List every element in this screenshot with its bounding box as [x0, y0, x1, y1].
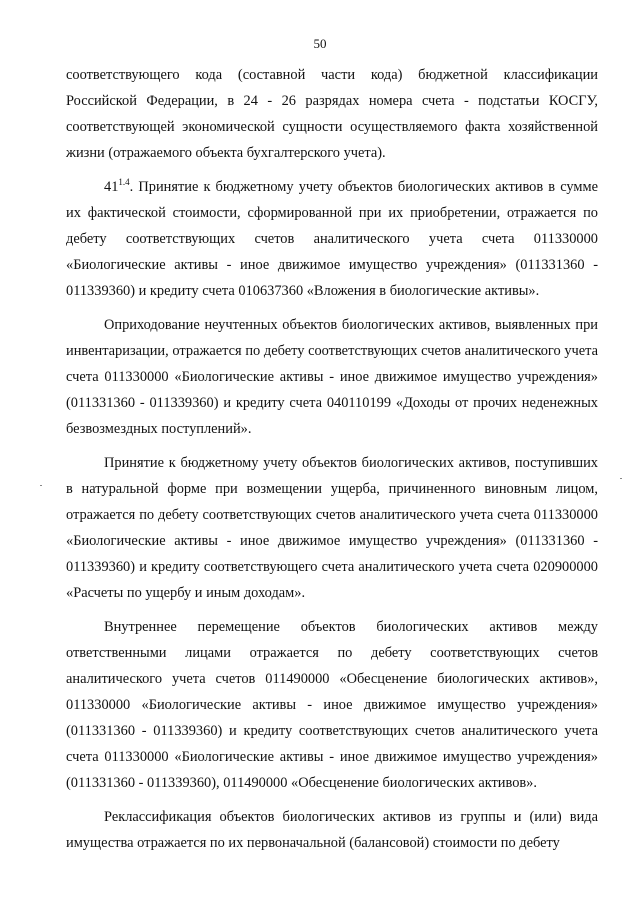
paragraph-damage-compensation: Принятие к бюджетному учету объектов биологических активов, поступивших в натуральной форме при возмещении ущерба, причиненного виновным лицом, отражается по дебету соответствующих счетов аналитического учета счета 011330000 «Биологические активы - иное движимое имущество учреждения» (011331360 - 011339360) и кредиту соответствующего счета аналитического учета счета 020900000 «Расчеты по ущербу и иным доходам».	[66, 455, 598, 601]
scan-artifact	[40, 485, 42, 486]
paragraph-internal-transfer: Внутреннее перемещение объектов биологических активов между ответственными лицами отражается по дебету соответствующих счетов аналитического учета счетов 011490000 «Обесценение биологических активов», 011330000 «Биологические активы - иное движимое имущество учреждения» (011331360 - 011339360) и кредиту соответствующих счетов аналитического учета счета 011330000 «Биологические активы - иное движимое имущество учреждения» (011331360 - 011339360), 011490000 «Обесценение биологических активов».	[66, 619, 598, 791]
paragraph-reclassification: Реклассификация объектов биологических активов из группы и (или) вида имущества отражается по их первоначальной (балансовой) стоимости по дебету	[66, 809, 598, 851]
paragraph-undocumented-assets: Оприходование неучтенных объектов биологических активов, выявленных при инвентаризации, отражается по дебету соответствующих счетов аналитического учета счета 011330000 «Биологические активы - иное движимое имущество учреждения» (011331360 - 011339360) и кредиту счета 040110199 «Доходы от прочих неденежных безвозмездных поступлений».	[66, 317, 598, 437]
paragraph-text: . Принятие к бюджетному учету объектов биологических активов в сумме их фактической стоимости, сформированной при их приобретении, отражается по дебету соответствующих счетов аналитического учета счета 011330000 «Биологические активы - иное движимое имущество учреждения» (011331360 - 011339360) и кредиту счета 010637360 «Вложения в биологические активы».	[66, 179, 598, 299]
document-body	[66, 62, 598, 864]
item-number: 41	[104, 179, 119, 195]
scan-artifact	[620, 478, 622, 479]
paragraph-continuation: соответствующего кода (составной части кода) бюджетной классификации Российской Федерации, в 24 - 26 разрядах номера счета - подстатьи КОСГУ, соответствующей экономической сущности осуществляемого факта хозяйственной жизни (отражаемого объекта бухгалтерского учета).	[66, 67, 598, 161]
item-number-superscript: 1.4	[118, 177, 130, 187]
paragraph-item-41-1-4	[66, 174, 598, 304]
page-number: 50	[313, 36, 327, 51]
